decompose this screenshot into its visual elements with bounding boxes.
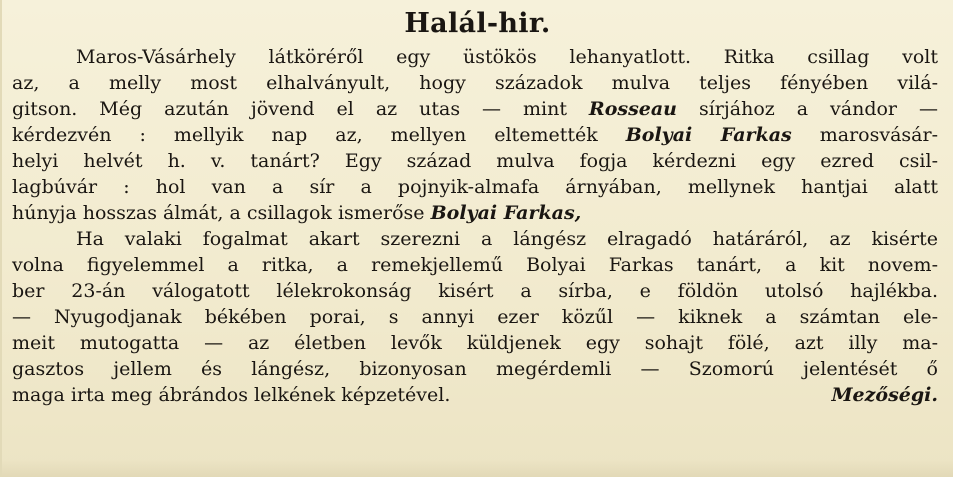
paragraph-1-line-2: az, a melly most elhalványult, hogy századok mulva teljes fényében vilá- [12,72,938,94]
paragraph-2-line-3: ber 23-án válogatott lélekrokonság kisért a sírba, e földön utolsó hajlékba. [12,280,938,302]
paragraph-2-line-5: meit mutogatta — az életben levők küldjenek egy sohajt fölé, azt illy ma- [12,332,938,354]
paragraph-2-line-4: — Nyugodjanak békében porai, s annyi ezer közűl — kiknek a számtan ele- [12,306,938,328]
article-body [12,44,938,408]
paragraph-1-line-7 [12,200,938,226]
paragraph-1-line-1: Maros-Vásárhely látköréről egy üstökös lehanyatlott. Ritka csillag volt [76,46,938,68]
author-signature: Mezőségi. [831,384,938,406]
paragraph-2-line-6: gasztos jellem és lángész, bizonyosan megérdemli — Szomorú jelentését ő [12,358,938,380]
text-segment: maga irta meg ábrándos lelkének képzetével. [12,384,451,406]
text-segment: sírjához a vándor — [677,98,938,120]
article-title: Halál-hir. [404,8,551,39]
text-segment: húnyja hosszas álmát, a csillagok ismerőse [12,202,431,224]
paragraph-2-line-7 [12,382,938,408]
paragraph-1-line-4 [12,122,938,148]
name-bolyai-farkas: Bolyai Farkas [625,124,792,146]
text-segment: gitson. Még azután jövend el az utas — mint [12,98,589,120]
paragraph-2-line-1: Ha valaki fogalmat akart szerezni a lángész elragadó határáról, az kisérte [76,228,938,250]
paragraph-2-line-2: volna figyelemmel a ritka, a remekjellemű Bolyai Farkas tanárt, a kit novem- [12,254,938,276]
paragraph-1-line-5: helyi helvét h. v. tanárt? Egy század mulva fogja kérdezni egy ezred csil- [12,150,938,172]
name-rosseau: Rosseau [588,98,677,120]
name-bolyai-farkas: Bolyai Farkas, [430,202,582,224]
paragraph-1-line-3 [12,96,938,122]
text-segment: marosvásár- [791,124,938,146]
page-edge-shadow [2,459,953,477]
text-segment: kérdezvén : mellyik nap az, mellyen eltemették [12,124,626,146]
paragraph-1-line-6: lagbúvár : hol van a sír a pojnyik-almafa árnyában, mellynek hantjai alatt [12,176,938,198]
